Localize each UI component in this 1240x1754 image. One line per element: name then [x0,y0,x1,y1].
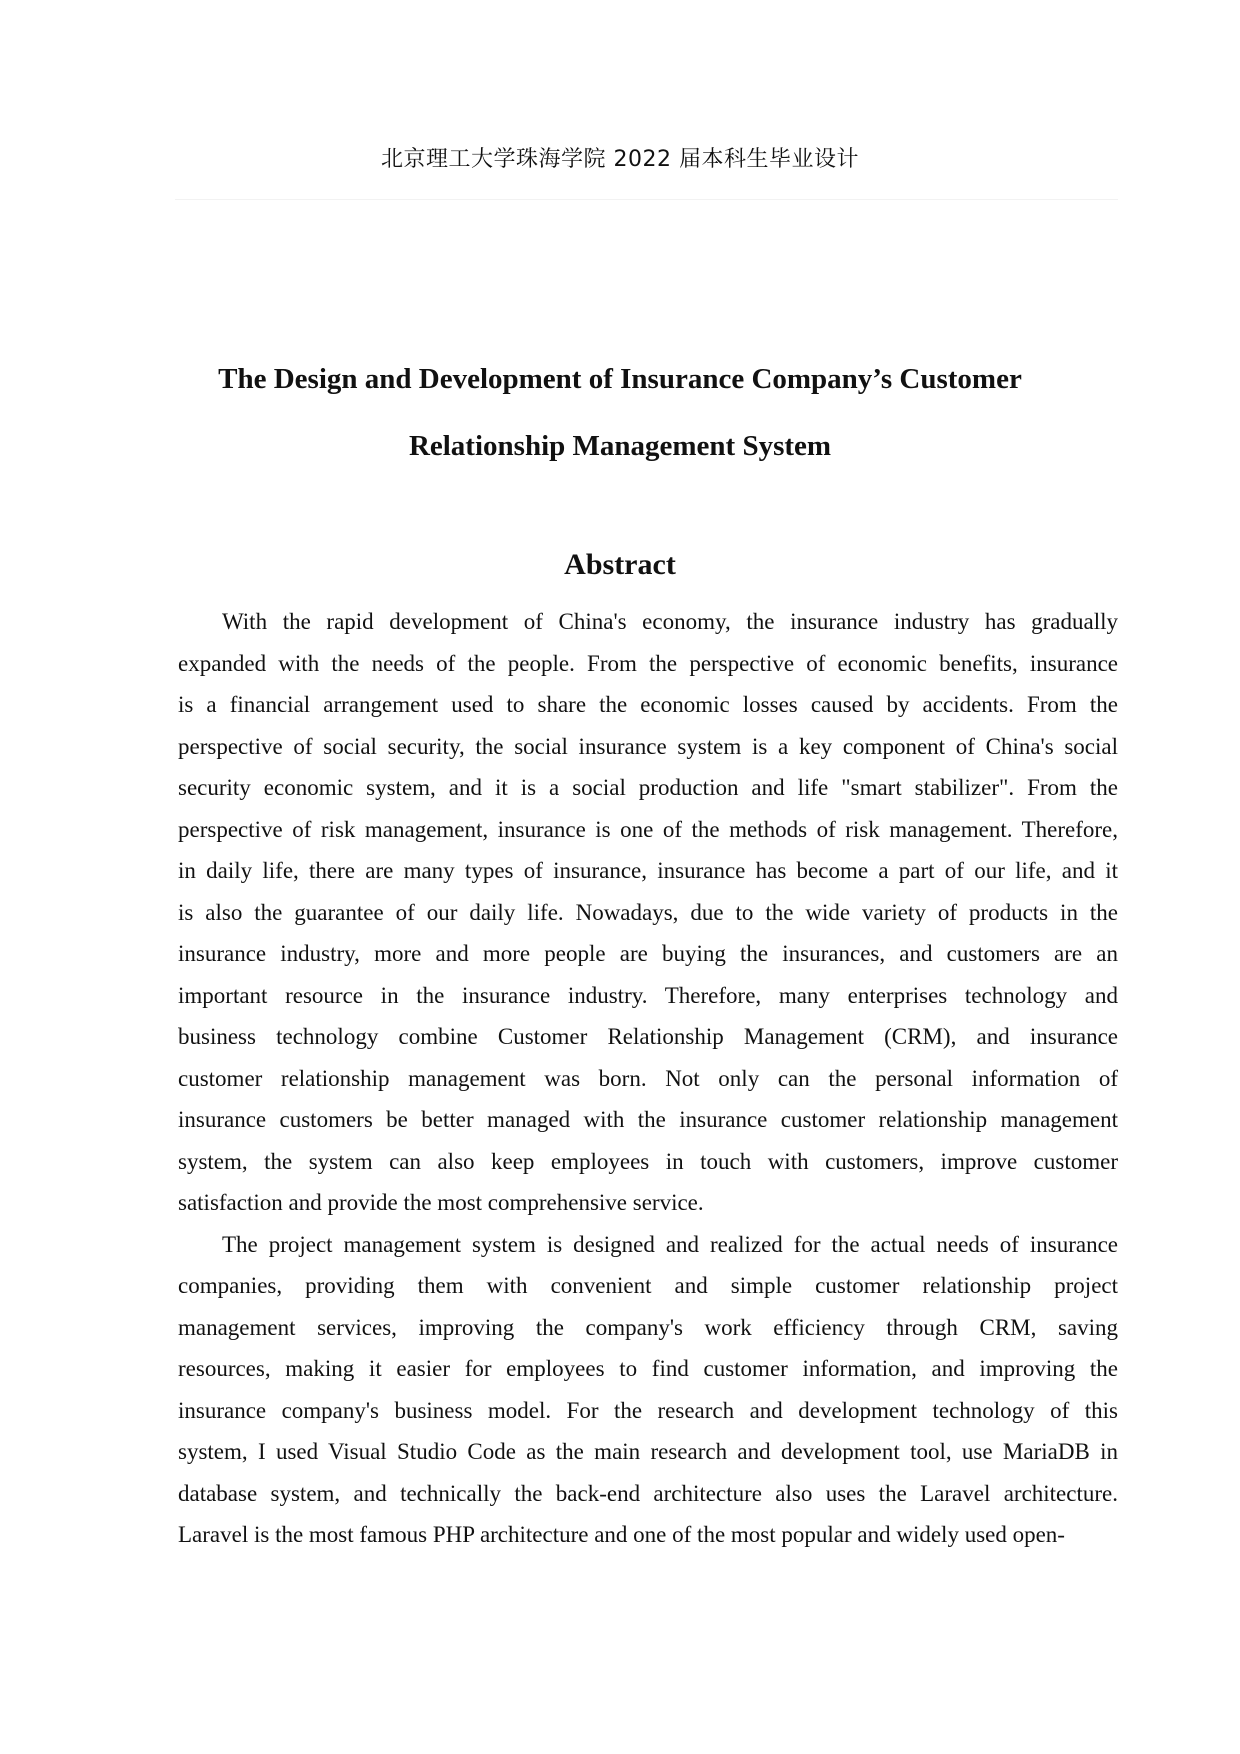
paragraph-line: The project management system is designed and realized for the actual needs of insurance [222,1231,1118,1257]
abstract-body [178,601,1124,1556]
paragraph-line: business technology combine Customer Relationship Management (CRM), and insurance [178,1024,1118,1049]
paragraph-line: satisfaction and provide the most comprehensive service. [178,1190,704,1215]
abstract-paragraph-2 [178,1224,1124,1556]
paragraph-line: resources, making it easier for employees to find customer information, and improving the [178,1356,1118,1381]
paragraph-line: important resource in the insurance industry. Therefore, many enterprises technology and [178,982,1118,1008]
paragraph-line: is also the guarantee of our daily life. Nowadays, due to the wide variety of products in the [178,899,1118,925]
thesis-title-line-2: Relationship Management System [408,430,832,462]
paragraph-line: is a financial arrangement used to share the economic losses caused by accidents. From the [178,692,1118,717]
paragraph-line: in daily life, there are many types of insurance, insurance has become a part of our life, and it [178,858,1118,883]
paragraph-line: system, the system can also keep employees in touch with customers, improve customer [178,1148,1118,1174]
paragraph-line: insurance company's business model. For the research and development technology of this [178,1397,1118,1423]
abstract-heading: Abstract [564,548,676,581]
running-header: 北京理工大学珠海学院 2022 届本科生毕业设计 [381,147,859,172]
paragraph-line: system, I used Visual Studio Code as the main research and development tool, use MariaDB in [178,1439,1118,1464]
thesis-title [0,346,1240,480]
paragraph-line: insurance customers be better managed with the insurance customer relationship management [178,1107,1118,1132]
paragraph-line: With the rapid development of China's economy, the insurance industry has gradually [222,609,1118,634]
paragraph-line: perspective of social security, the social insurance system is a key component of China's social [178,733,1118,759]
paragraph-line: security economic system, and it is a social production and life "smart stabilizer". From the [178,775,1118,800]
paragraph-line: companies, providing them with convenient and simple customer relationship project [178,1273,1118,1298]
paragraph-line: customer relationship management was born. Not only can the personal information of [178,1065,1118,1091]
paragraph-line: perspective of risk management, insurance is one of the methods of risk management. Therefore, [178,816,1118,842]
paragraph-line: database system, and technically the back-end architecture also uses the Laravel architecture. [178,1480,1118,1506]
abstract-paragraph-1 [178,601,1124,1224]
paragraph-line: insurance industry, more and more people are buying the insurances, and customers are an [178,941,1118,966]
paragraph-line: expanded with the needs of the people. From the perspective of economic benefits, insurance [178,650,1118,676]
paragraph-line: Laravel is the most famous PHP architecture and one of the most popular and widely used open- [178,1522,1065,1547]
paragraph-line: management services, improving the company's work efficiency through CRM, saving [178,1314,1118,1340]
thesis-title-line-1: The Design and Development of Insurance Company’s Customer [218,363,1022,395]
header-divider [175,199,1118,200]
